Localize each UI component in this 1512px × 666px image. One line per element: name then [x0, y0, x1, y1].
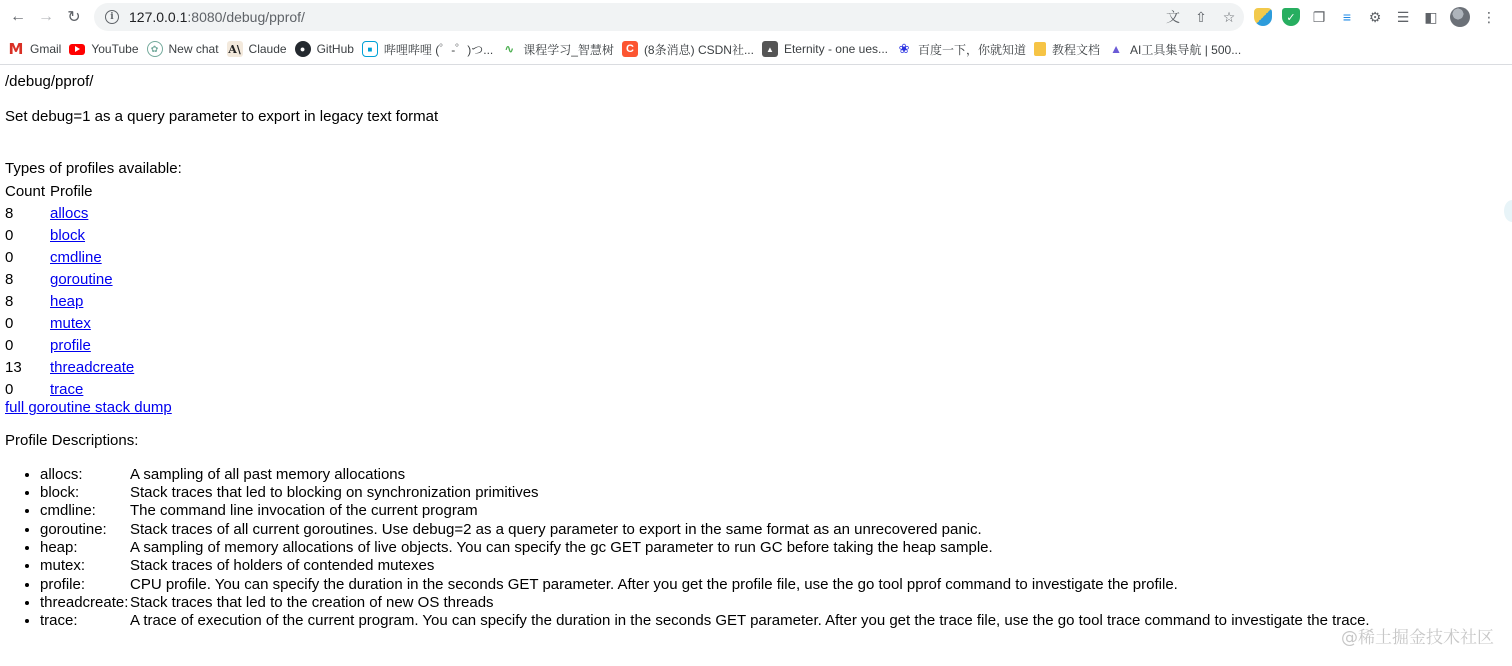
- zhihuishu-icon: ∿: [504, 42, 515, 56]
- share-icon[interactable]: ⇧: [1195, 8, 1207, 25]
- table-row: [5, 379, 134, 401]
- chatgpt-icon: ✿: [147, 41, 163, 57]
- claude-icon: A\: [228, 42, 241, 56]
- ai-tools-icon: ▲: [1110, 42, 1122, 56]
- bookmark-label: (8条消息) CSDN社...: [643, 42, 754, 57]
- list-item: [40, 594, 1512, 612]
- bookmark-eternity[interactable]: [762, 37, 896, 61]
- menu-kebab-icon[interactable]: ⋮: [1482, 8, 1496, 25]
- description-name: goroutine:: [40, 520, 107, 538]
- table-row: [5, 247, 134, 269]
- bookmark-label: Eternity - one ues...: [783, 42, 889, 56]
- extension-shield-icon[interactable]: [1254, 8, 1272, 26]
- list-item: [40, 612, 1512, 630]
- folder-icon: [1034, 42, 1046, 56]
- profile-count: 0: [5, 248, 14, 266]
- description-text: Stack traces of holders of contended mutexes: [130, 557, 435, 575]
- table-row: [5, 203, 134, 225]
- list-item: [40, 484, 1512, 502]
- browser-toolbar: [0, 0, 1512, 34]
- profile-cell: [50, 225, 134, 247]
- gmail-icon: M: [8, 40, 24, 58]
- description-text: The command line invocation of the current program: [130, 502, 478, 520]
- table-row: [5, 225, 134, 247]
- profile-count: 8: [5, 204, 14, 222]
- profile-cell: [50, 203, 134, 225]
- profile-cell: [50, 291, 134, 313]
- layers-extension-icon[interactable]: ≡: [1342, 9, 1352, 25]
- profile-link-goroutine[interactable]: goroutine: [50, 270, 113, 288]
- bookmark-baidu[interactable]: [896, 37, 1034, 61]
- bookmark-label: Gmail: [30, 42, 62, 56]
- bookmark-csdn[interactable]: [622, 37, 762, 61]
- eternity-icon: ▲: [762, 41, 778, 57]
- description-text: A trace of execution of the current program. You can specify the duration in the seconds GET parameter. After you get the trace file, use the go tool trace command to investigate the trace.: [130, 612, 1370, 630]
- url-path: :8080/debug/pprof/: [187, 9, 305, 25]
- bookmark-label: 哔哩哔哩 (゜-゜)つ...: [383, 42, 494, 57]
- bookmarks-bar: [0, 34, 1512, 65]
- bookmark-new-chat[interactable]: [147, 37, 227, 61]
- translate-icon[interactable]: 文: [1166, 9, 1180, 25]
- page-content: [0, 65, 1512, 630]
- bookmark-label: GitHub: [316, 42, 354, 56]
- bookmark-folder-docs[interactable]: [1034, 37, 1108, 61]
- info-icon[interactable]: i: [105, 10, 119, 24]
- profile-count: 0: [5, 226, 14, 244]
- list-item: [40, 576, 1512, 594]
- table-header-row: [5, 181, 134, 203]
- copy-icon[interactable]: ❐: [1312, 8, 1326, 25]
- debug-note: Set debug=1 as a query parameter to export in legacy text format: [5, 107, 439, 125]
- profile-link-allocs[interactable]: allocs: [50, 204, 89, 222]
- list-item: [40, 502, 1512, 520]
- descriptions-heading: Profile Descriptions:: [5, 432, 139, 449]
- baidu-icon: ❀: [898, 41, 910, 56]
- description-name: block:: [40, 484, 80, 502]
- extensions-area: [1254, 5, 1498, 29]
- list-item: [40, 557, 1512, 575]
- bookmark-label: YouTube: [91, 42, 139, 56]
- bookmark-label: 教程文档: [1052, 42, 1101, 57]
- profiles-table: [3, 181, 136, 401]
- description-name: profile:: [40, 575, 86, 593]
- avatar[interactable]: [1450, 7, 1470, 27]
- bookmark-label: 百度一下，你就知道: [918, 42, 1027, 57]
- description-text: CPU profile. You can specify the duration in the seconds GET parameter. After you get the profile file, use the go tool pprof command to investigate the profile.: [130, 575, 1178, 593]
- forward-button[interactable]: [32, 3, 60, 31]
- description-name: threadcreate:: [40, 593, 129, 611]
- profile-cell: [50, 269, 134, 291]
- address-bar[interactable]: [94, 3, 1244, 31]
- profile-link-cmdline[interactable]: cmdline: [50, 248, 102, 266]
- bookmark-zhihuishu[interactable]: [501, 37, 622, 61]
- bookmark-gmail[interactable]: [8, 37, 69, 61]
- column-header-count: Count: [5, 182, 46, 200]
- reload-button[interactable]: [60, 3, 88, 31]
- profiles-heading: Types of profiles available:: [5, 159, 182, 177]
- list-item: [40, 521, 1512, 539]
- description-name: cmdline:: [40, 502, 96, 520]
- list-item: [40, 539, 1512, 557]
- profile-cell: [50, 313, 134, 335]
- bookmark-label: Claude: [248, 42, 287, 56]
- profile-count: 0: [5, 380, 14, 398]
- table-row: [5, 291, 134, 313]
- bookmark-claude[interactable]: [227, 37, 295, 61]
- watermark: @稀土掘金技术社区: [1341, 628, 1494, 648]
- table-row: [5, 357, 134, 379]
- column-header-profile: Profile: [50, 182, 93, 200]
- page-title: /debug/pprof/: [5, 73, 94, 90]
- description-text: Stack traces of all current goroutines. Use debug=2 as a query parameter to export in the same format as an unrecovered panic.: [130, 520, 982, 538]
- github-icon: ●: [295, 41, 311, 57]
- bookmark-ai-tools[interactable]: [1108, 37, 1249, 61]
- profile-link-block[interactable]: block: [50, 226, 86, 244]
- description-name: allocs:: [40, 465, 83, 483]
- bookmark-github[interactable]: [295, 37, 362, 61]
- full-goroutine-dump-link[interactable]: full goroutine stack dump: [5, 399, 172, 417]
- puzzle-icon[interactable]: ⚙: [1368, 8, 1382, 25]
- profile-count: 0: [5, 336, 14, 354]
- table-row: [5, 313, 134, 335]
- description-text: A sampling of memory allocations of live objects. You can specify the gc GET parameter to run GC before taking the heap sample.: [130, 538, 993, 556]
- description-name: trace:: [40, 612, 78, 630]
- profile-count: 13: [5, 358, 22, 376]
- bookmark-label: 课程学习_智慧树: [523, 42, 614, 57]
- youtube-icon: [69, 44, 85, 55]
- bookmark-star-icon[interactable]: ☆: [1222, 8, 1236, 25]
- table-row: [5, 269, 134, 291]
- profile-link-mutex[interactable]: mutex: [50, 314, 91, 332]
- bookmark-label: AI工具集导航 | 500...: [1130, 42, 1242, 57]
- omnibox-actions: [1164, 3, 1238, 31]
- table-row: [5, 335, 134, 357]
- description-text: Stack traces that led to blocking on synchronization primitives: [130, 484, 539, 502]
- reading-list-icon[interactable]: ☰: [1396, 8, 1410, 25]
- url-host: 127.0.0.1: [129, 9, 188, 25]
- profile-count: 8: [5, 270, 14, 288]
- description-text: A sampling of all past memory allocations: [130, 465, 406, 483]
- adblock-shield-icon[interactable]: ✓: [1282, 8, 1300, 26]
- descriptions-list: [5, 466, 1512, 631]
- profile-link-heap[interactable]: heap: [50, 292, 84, 310]
- profile-link-profile[interactable]: profile: [50, 336, 91, 354]
- description-name: mutex:: [40, 557, 86, 575]
- profile-count: 8: [5, 292, 14, 310]
- profile-count: 0: [5, 314, 14, 332]
- profile-link-threadcreate[interactable]: threadcreate: [50, 358, 135, 376]
- url-text[interactable]: [129, 9, 305, 25]
- bookmark-youtube[interactable]: [69, 37, 146, 61]
- profile-cell: [50, 379, 134, 401]
- csdn-icon: C: [622, 41, 638, 57]
- description-text: Stack traces that led to the creation of new OS threads: [130, 593, 494, 611]
- bookmark-label: New chat: [168, 42, 219, 56]
- reload-icon: ↻: [67, 9, 81, 26]
- bilibili-icon: ■: [362, 41, 378, 57]
- description-name: heap:: [40, 538, 78, 556]
- side-panel-icon[interactable]: ◧: [1424, 8, 1438, 25]
- list-item: [40, 466, 1512, 484]
- arrow-right-icon: →: [38, 8, 54, 25]
- profile-link-trace[interactable]: trace: [50, 380, 84, 398]
- profile-cell: [50, 357, 134, 379]
- back-button[interactable]: [4, 3, 32, 31]
- bookmark-bilibili[interactable]: [362, 37, 501, 61]
- arrow-left-icon: ←: [10, 8, 26, 25]
- profile-cell: [50, 335, 134, 357]
- profile-cell: [50, 247, 134, 269]
